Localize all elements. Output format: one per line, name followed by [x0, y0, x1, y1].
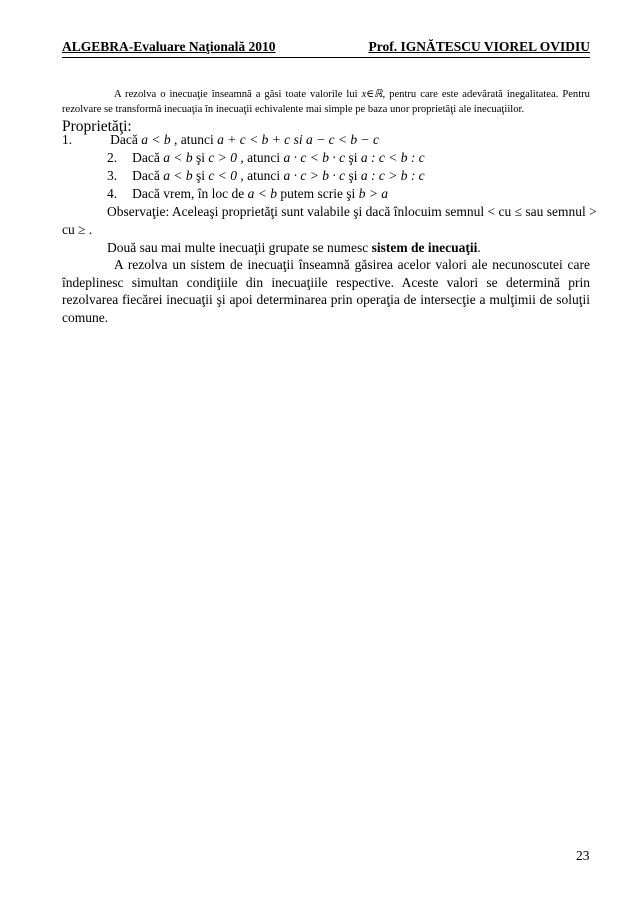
system-solve-paragraph: A rezolva un sistem de inecuaţii înseamnă găsirea acelor valori ale necunoscutei care îndeplinesc simultan condiţiile din inecuaţiile respective. Aceste valori se determină prin rezolvarea fiecărei inecuaţii şi apoi determinarea prin operaţia de intersecţie a mulţimii de soluţii comune. [62, 257, 590, 325]
system-definition: Două sau mai multe inecuaţii grupate se numesc sistem de inecuaţii. [107, 240, 481, 255]
properties-title: Proprietăţi: [62, 118, 132, 135]
page-number: 23 [576, 848, 590, 863]
property-4: 4. Dacă vrem, în loc de a < b putem scrie şi b > a [107, 186, 389, 201]
property-2: 2. Dacă a < b şi c > 0 , atunci a · c < b · c şi a : c < b : c [107, 150, 425, 165]
property-3: 3. Dacă a < b şi c < 0 , atunci a · c > b · c şi a : c > b : c [107, 168, 425, 183]
header-title: ALGEBRA-Evaluare Naţională 2010 [62, 39, 276, 54]
header-author: Prof. IGNĂTESCU VIOREL OVIDIU [368, 39, 590, 54]
math-x-in-r: x∈ℝ [361, 89, 383, 100]
intro-paragraph: A rezolva o inecuaţie înseamnă a găsi toate valorile lui x∈ℝ, pentru care este adevărată inegalitatea. Pentru rezolvare se transformă inecuaţia în inecuaţii echivalente mai simple pe baza unor proprietăţi ale inecuaţiilor. [62, 89, 590, 115]
property-1: 1. Dacă a < b , atunci a + c < b + c si a − c < b − c [62, 132, 380, 147]
system-term: sistem de inecuaţii [371, 240, 478, 255]
page-header [62, 39, 590, 58]
observation-line-2: cu ≥ . [62, 222, 93, 237]
observation-line-1: Observaţie: Aceleaşi proprietăţi sunt valabile şi dacă înlocuim semnul < cu ≤ sau semnul > [107, 204, 597, 219]
